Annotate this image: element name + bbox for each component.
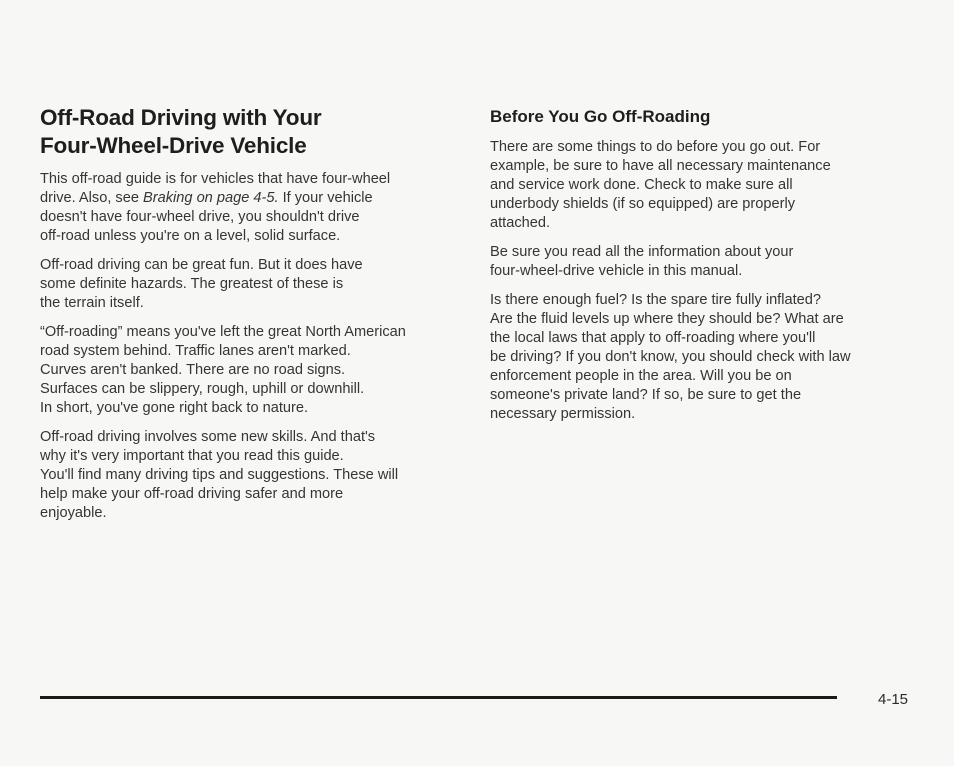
preparation-paragraph xyxy=(490,138,918,233)
text-line xyxy=(40,189,465,208)
text-line: example, be sure to have all necessary maintenance xyxy=(490,158,831,174)
title-line: Off-Road Driving with Your xyxy=(40,105,322,130)
text-line: road system behind. Traffic lanes aren't marked. xyxy=(40,343,351,359)
text-line: enjoyable. xyxy=(40,505,107,521)
text-line: attached. xyxy=(490,215,551,231)
footer-divider xyxy=(40,696,837,699)
text-line: some definite hazards. The greatest of these is xyxy=(40,276,344,292)
text-line: Are the fluid levels up where they should be? What are xyxy=(490,311,844,327)
off-roading-definition-paragraph xyxy=(40,323,465,418)
text-line: four-wheel-drive vehicle in this manual. xyxy=(490,263,743,279)
text-line: enforcement people in the area. Will you be on xyxy=(490,368,792,384)
text-line: There are some things to do before you go out. For xyxy=(490,139,821,155)
text-line: In short, you've gone right back to nature. xyxy=(40,400,309,416)
title-line: Four-Wheel-Drive Vehicle xyxy=(40,133,307,158)
text-line: Is there enough fuel? Is the spare tire fully inflated? xyxy=(490,292,821,308)
text-fragment: drive. Also, see xyxy=(40,190,144,206)
text-line: help make your off-road driving safer and more xyxy=(40,486,344,502)
text-line: someone's private land? If so, be sure to get the xyxy=(490,387,802,403)
text-line: This off-road guide is for vehicles that have four-wheel xyxy=(40,171,391,187)
text-line: Curves aren't banked. There are no road signs. xyxy=(40,362,346,378)
text-line: off-road unless you're on a level, solid surface. xyxy=(40,228,341,244)
right-column xyxy=(490,104,918,434)
text-line: Off-road driving involves some new skills. And that's xyxy=(40,429,376,445)
text-line: You'll find many driving tips and suggestions. These will xyxy=(40,467,399,483)
text-line: Off-road driving can be great fun. But it does have xyxy=(40,257,363,273)
page-number: 4-15 xyxy=(878,691,909,708)
braking-page-reference: Braking on page 4-5. xyxy=(143,190,279,206)
text-line: and service work done. Check to make sure all xyxy=(490,177,793,193)
text-line: the local laws that apply to off-roading where you'll xyxy=(490,330,816,346)
text-line: Surfaces can be slippery, rough, uphill or downhill. xyxy=(40,381,365,397)
page-title xyxy=(40,104,465,160)
skills-paragraph xyxy=(40,428,465,523)
text-line: necessary permission. xyxy=(490,406,636,422)
hazards-paragraph xyxy=(40,256,465,313)
text-fragment: If your vehicle xyxy=(278,190,373,206)
text-line: “Off-roading” means you've left the great North American xyxy=(40,324,406,340)
intro-paragraph xyxy=(40,170,465,246)
checklist-paragraph xyxy=(490,291,918,424)
text-line: the terrain itself. xyxy=(40,295,144,311)
left-column xyxy=(40,104,465,533)
text-line: be driving? If you don't know, you should check with law xyxy=(490,349,851,365)
text-line: doesn't have four-wheel drive, you shouldn't drive xyxy=(40,209,360,225)
read-manual-paragraph xyxy=(490,243,918,281)
section-heading: Before You Go Off-Roading xyxy=(490,107,711,126)
text-line: underbody shields (if so equipped) are properly xyxy=(490,196,796,212)
text-line: why it's very important that you read this guide. xyxy=(40,448,344,464)
text-line: Be sure you read all the information about your xyxy=(490,244,794,260)
